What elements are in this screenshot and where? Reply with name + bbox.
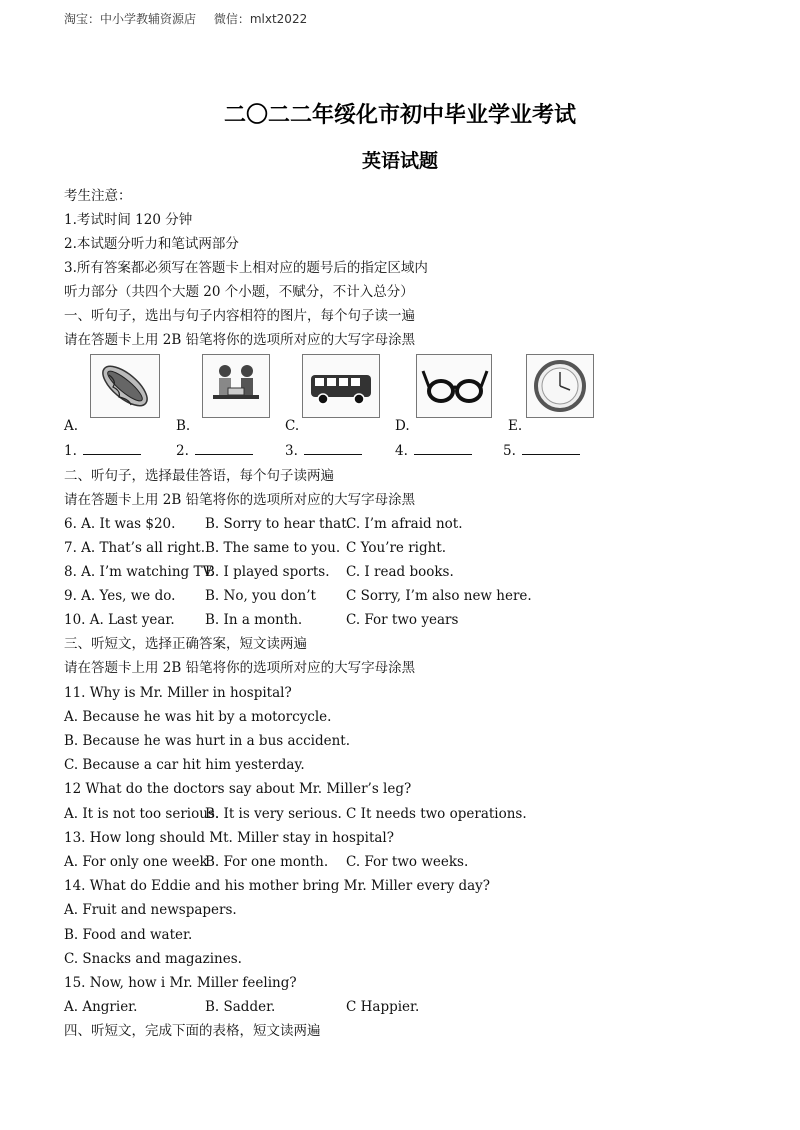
- question-11: 11. Why is Mr. Miller in hospital?: [64, 685, 292, 701]
- question-13: 13. How long should Mt. Miller stay in hospital?: [64, 830, 394, 846]
- people-icon: [202, 354, 270, 418]
- clock-icon: [526, 354, 594, 418]
- page-title: 二〇二二年绥化市初中毕业学业考试: [223, 102, 576, 128]
- option-b-label: B.: [176, 418, 191, 434]
- watermark-shop: 淘宝：中小学教辅资源店: [64, 12, 197, 26]
- notes-heading: 考生注意：: [64, 188, 132, 204]
- part2-heading: 二、听句子，选择最佳答语，每个句子读两遍: [64, 468, 334, 484]
- question-12: 12 What do the doctors say about Mr. Miller’s leg?: [64, 781, 412, 797]
- question-14: 14. What do Eddie and his mother bring Mr. Miller every day?: [64, 878, 491, 894]
- answer-blank-2[interactable]: 2.: [176, 442, 253, 459]
- option-c-label: C.: [285, 418, 300, 434]
- part2-instruction: 请在答题卡上用 2B 铅笔将你的选项所对应的大写字母涂黑: [64, 492, 416, 508]
- watermark: [64, 10, 321, 27]
- answer-blank-4[interactable]: 4.: [395, 442, 472, 459]
- part1-instruction: 请在答题卡上用 2B 铅笔将你的选项所对应的大写字母涂黑: [64, 332, 416, 348]
- answer-blank-5[interactable]: 5.: [503, 442, 580, 459]
- listening-intro: 听力部分（共四个大题 20 个小题，不赋分，不计入总分）: [64, 284, 414, 300]
- q11-option-a: A. Because he was hit by a motorcycle.: [64, 709, 332, 725]
- answer-blank-3[interactable]: 3.: [285, 442, 362, 459]
- q11-option-c: C. Because a car hit him yesterday.: [64, 757, 305, 773]
- option-a-label: A.: [64, 418, 79, 434]
- option-e-label: E.: [508, 418, 523, 434]
- part3-instruction: 请在答题卡上用 2B 铅笔将你的选项所对应的大写字母涂黑: [64, 660, 416, 676]
- note-1: 1.考试时间 120 分钟: [64, 212, 193, 228]
- option-d-label: D.: [395, 418, 410, 434]
- glasses-icon: [416, 354, 492, 418]
- part1-heading: 一、听句子，选出与句子内容相符的图片，每个句子读一遍: [64, 308, 415, 324]
- q11-option-b: B. Because he was hurt in a bus accident.: [64, 733, 351, 749]
- note-3: 3.所有答案都必须写在答题卡上相对应的题号后的指定区域内: [64, 260, 428, 276]
- note-2: 2.本试题分听力和笔试两部分: [64, 236, 239, 252]
- q14-option-b: B. Food and water.: [64, 927, 193, 943]
- watermark-wechat: 微信：mlxt2022: [213, 12, 308, 26]
- bus-icon: [302, 354, 380, 418]
- q14-option-a: A. Fruit and newspapers.: [64, 902, 237, 918]
- hotdog-icon: [90, 354, 160, 418]
- part3-heading: 三、听短文，选择正确答案，短文读两遍: [64, 636, 307, 652]
- q14-option-c: C. Snacks and magazines.: [64, 951, 242, 967]
- part4-heading: 四、听短文，完成下面的表格，短文读两遍: [64, 1023, 321, 1039]
- page-subtitle: 英语试题: [361, 150, 438, 172]
- question-15: 15. Now, how i Mr. Miller feeling?: [64, 975, 297, 991]
- answer-blank-1[interactable]: 1.: [64, 442, 141, 459]
